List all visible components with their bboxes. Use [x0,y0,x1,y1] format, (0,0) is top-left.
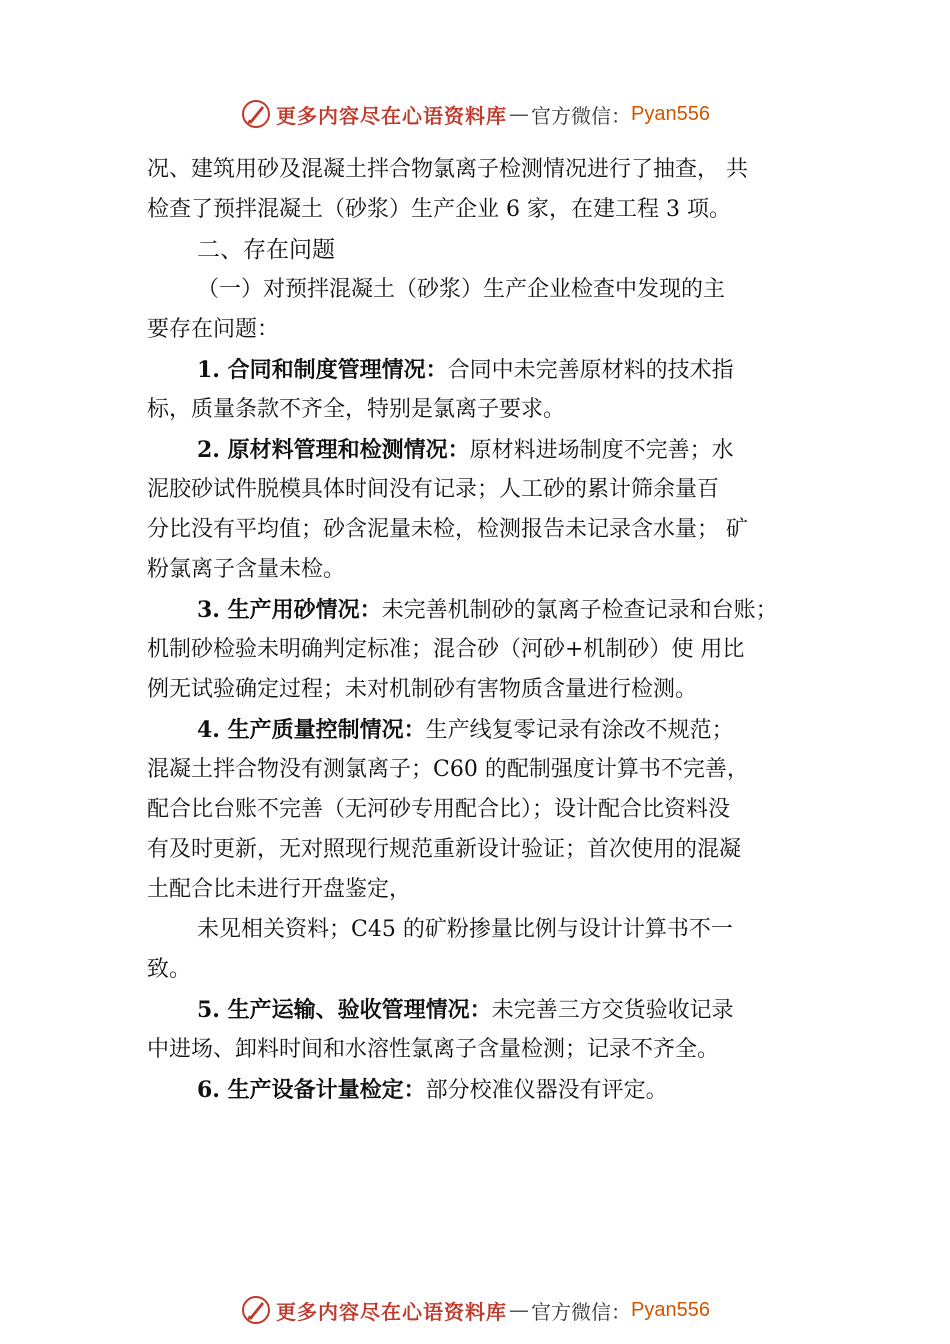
quill-logo-icon [240,98,272,130]
item-2 [147,430,827,470]
item-6 [147,1070,827,1110]
paragraph-line: 况、建筑用砂及混凝土拌合物氯离子检测情况进行了抽查， 共 [147,157,748,182]
item-2-label: 2. 原材料管理和检测情况： [197,437,470,463]
paragraph-line: 粉氯离子含量未检。 [147,557,346,582]
paragraph-line: 例无试验确定过程；未对机制砂有害物质含量进行检测。 [147,677,698,702]
official-wechat-label: 官方微信： [531,1299,632,1324]
item-5 [147,990,827,1030]
item-5-label: 5. 生产运输、验收管理情况： [197,997,492,1023]
official-wechat-label: 官方微信： [531,103,632,128]
paragraph-line: 混凝土拌合物没有测氯离子；C60 的配制强度计算书不完善， [147,757,749,782]
paragraph-line: 中进场、卸料时间和水溶性氯离子含量检测；记录不齐全。 [147,1037,720,1062]
item-3-text: 未完善机制砂的氯离子检查记录和台账； [381,598,778,623]
wechat-id: Pyan556 [631,102,710,125]
paragraph-line: 未见相关资料；C45 的矿粉掺量比例与设计计算书不一 [197,917,733,942]
quill-logo-icon [240,1294,272,1326]
item-5-text: 未完善三方交货验收记录 [491,998,734,1023]
paragraph-line: 有及时更新，无对照现行规范重新设计验证；首次使用的混凝 [147,837,742,862]
footer-watermark [0,1290,950,1330]
subsection-heading: （一）对预拌混凝土（砂浆）生产企业检查中发现的主 [197,277,726,302]
brand-text: 更多内容尽在心语资料库 [276,1299,508,1324]
paragraph-line: 标，质量条款不齐全，特别是氯离子要求。 [147,397,566,422]
item-4-text: 生产线复零记录有涂改不规范； [425,718,734,743]
item-1-label: 1. 合同和制度管理情况： [197,357,448,383]
item-2-text: 原材料进场制度不完善；水 [469,438,734,463]
item-1 [147,350,827,390]
paragraph-line: 分比没有平均值；砂含泥量未检，检测报告未记录含水量； 矿 [147,517,748,542]
paragraph-line: 致。 [147,957,192,982]
section-heading: 二、存在问题 [197,237,335,263]
item-3 [147,590,827,630]
paragraph-line: 土配合比未进行开盘鉴定， [147,877,412,902]
item-6-label: 6. 生产设备计量检定： [197,1077,426,1103]
item-3-label: 3. 生产用砂情况： [197,597,382,623]
paragraph-line: 配合比台账不完善（无河砂专用配合比）；设计配合比资料没 [147,797,731,822]
item-6-text: 部分校准仪器没有评定。 [425,1078,668,1103]
item-4-label: 4. 生产质量控制情况： [197,717,426,743]
paragraph-line: 泥胶砂试件脱模具体时间没有记录；人工砂的累计筛余量百 [147,477,720,502]
dash-separator: — [509,1298,530,1322]
subsection-heading-cont: 要存在问题： [147,317,280,342]
brand-text: 更多内容尽在心语资料库 [276,103,508,128]
dash-separator: — [509,102,530,126]
header-watermark [0,94,950,134]
paragraph-line: 检查了预拌混凝土（砂浆）生产企业 6 家，在建工程 3 项。 [147,197,731,222]
wechat-id: Pyan556 [631,1298,710,1321]
paragraph-line: 机制砂检验未明确判定标准；混合砂（河砂+机制砂）使 用比 [147,637,745,662]
item-1-text: 合同中未完善原材料的技术指 [447,358,734,383]
document-body [147,150,827,1110]
item-4 [147,710,827,750]
